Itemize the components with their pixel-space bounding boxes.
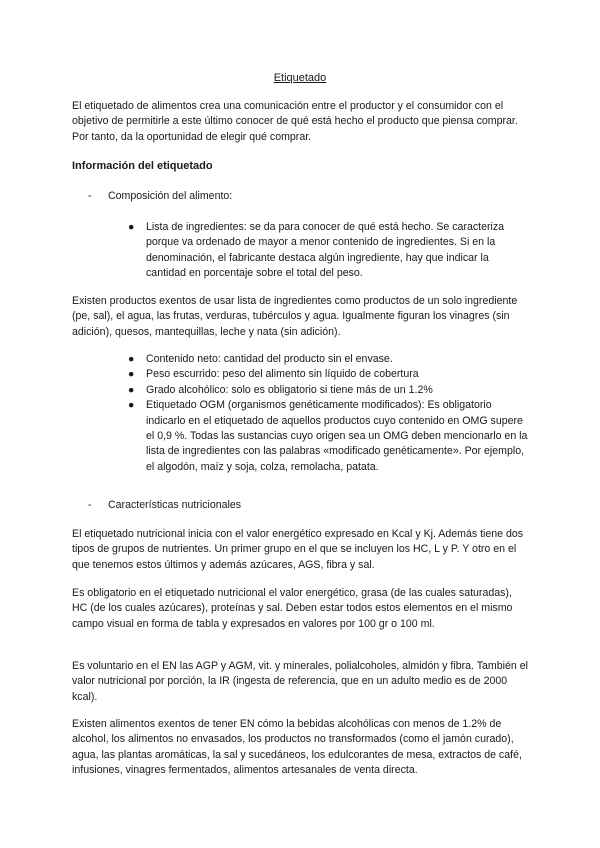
bullet-icon: ● <box>128 221 135 233</box>
intro-paragraph: El etiquetado de alimentos crea una comunicación entre el productor y el consumidor con el objetivo de permitirle a este último conocer de qué está hecho el producto que piensa comprar. Por tanto, da la oportunidad de elegir qué comprar. <box>72 100 518 143</box>
list-item-text: Grado alcohólico: solo es obligatorio si tiene más de un 1.2% <box>146 383 433 396</box>
dash-item-label: Composición del alimento: <box>108 190 233 202</box>
bullet-icon: ● <box>128 383 135 396</box>
bullet-icon: ● <box>128 353 135 365</box>
section-heading: Información del etiquetado <box>72 160 213 172</box>
dash-marker: - <box>88 190 92 202</box>
dash-marker: - <box>88 499 92 511</box>
list-item-text: Contenido neto: cantidad del producto sin el envase. <box>146 353 393 365</box>
list-item-text: Lista de ingredientes: se da para conocer de qué está hecho. Se caracteriza porque va ordenado de mayor a menor contenido de ingredientes. Si en la denominación, el fabricante destaca algún ingrediente, hay que indicar la cantidad en porcentaje sobre el total del peso. <box>146 221 505 280</box>
dash-item-caracteristicas <box>88 499 241 511</box>
paragraph-exentos-en: Existen alimentos exentos de tener EN cómo la bebidas alcohólicas con menos de 1.2% de alcohol, los alimentos no envasados, los productos no transformados (como el jamón curado), agua, las plantas aromáticas, la sal y sucedáneos, los edulcorantes de mesa, extractos de café, infusiones, vinagres fermentados, alimentos artesanales de venta directa. <box>72 718 522 777</box>
list-item <box>128 398 528 475</box>
paragraph-obligatorio: Es obligatorio en el etiquetado nutricional el valor energético, grasa (de las cuales saturadas), HC (de los cuales azúcares), proteínas y sal. Deben estar todos estos elementos en el mismo campo visual en forma de tabla y expresados en valores por 100 gr o 100 ml. <box>72 587 513 630</box>
list-item <box>128 352 528 367</box>
list-item <box>128 220 528 282</box>
paragraph-nutricional: El etiquetado nutricional inicia con el valor energético expresado en Kcal y Kj. Además tiene dos tipos de grupos de nutrientes. Un primer grupo en el que se incluyen los HC, L y P. Y otro en el que tenemos estos últimos y además azúcares, AGS, fibra y sal. <box>72 528 524 571</box>
bullet-icon: ● <box>128 399 135 412</box>
paragraph-voluntario: Es voluntario en el EN las AGP y AGM, vit. y minerales, polialcoholes, almidón y fibra. También el valor nutricional por porción, la IR (ingesta de referencia, que en un adulto medio es de 2000 kcal). <box>72 660 528 703</box>
list-item-text: Peso escurrido: peso del alimento sin líquido de cobertura <box>146 368 419 381</box>
list-item-text: Etiquetado OGM (organismos genéticamente modificados): Es obligatorio indicarlo en el etiquetado de aquellos productos cuyo contenido en OMG supere el 0,9 %. Todas las sustancias cuyo origen sea un OMG deben mencionarlo en la lista de ingredientes con las palabras «modificado genéticamente». Por ejemplo, el algodón, maíz y soja, colza, remolacha, patata. <box>146 399 528 473</box>
document-title: Etiquetado <box>273 72 327 84</box>
dash-item-composicion <box>88 190 232 202</box>
paragraph-exentos: Existen productos exentos de usar lista de ingredientes como productos de un solo ingrediente (pe, sal), el agua, las frutas, verduras, tubérculos y agua. Igualmente figuran los vinagres (sin adición), quesos, mantequillas, leche y nata (sin adición). <box>72 295 518 338</box>
bullet-list-etiquetado <box>128 352 528 475</box>
bullet-list-ingredientes <box>128 220 528 282</box>
list-item <box>128 367 528 382</box>
list-item <box>128 383 528 398</box>
bullet-icon: ● <box>128 368 135 381</box>
dash-item-label: Características nutricionales <box>108 499 242 511</box>
